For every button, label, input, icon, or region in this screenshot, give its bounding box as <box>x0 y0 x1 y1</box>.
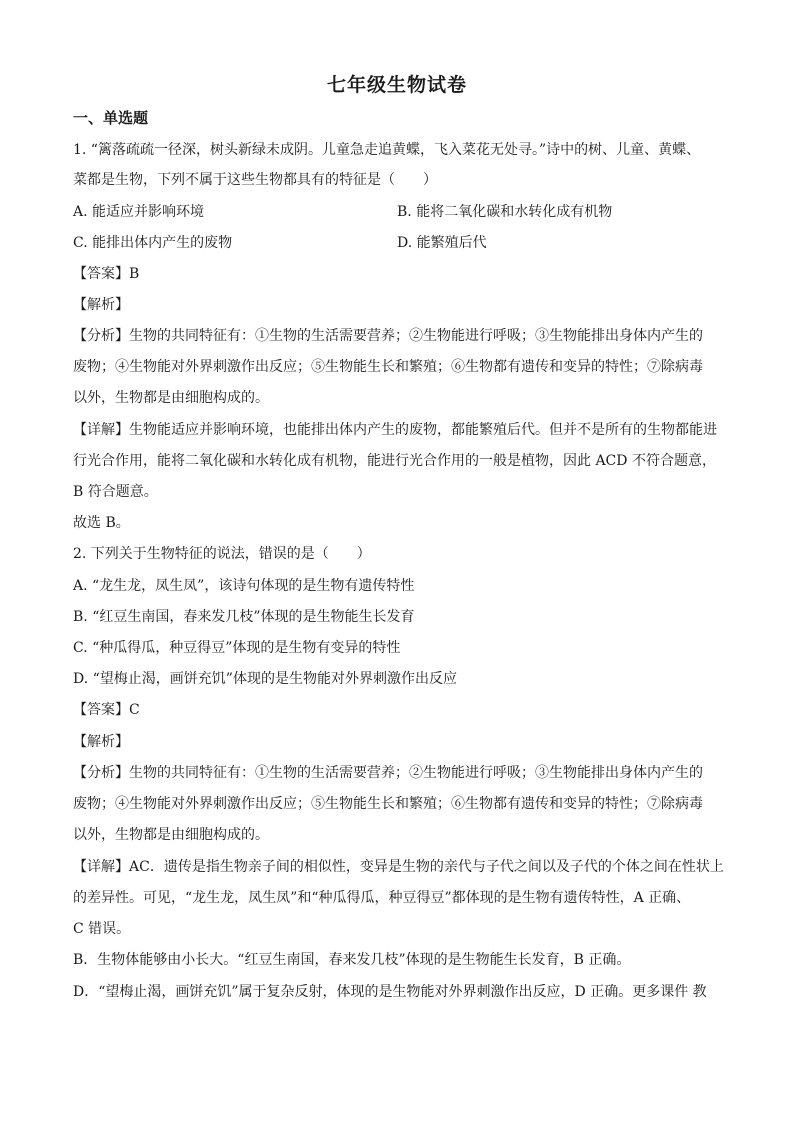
q2-option-a: A. “龙生龙，凤生凤”，该诗句体现的是生物有遗传特性 <box>73 578 415 594</box>
q2-fenxi-line2: 废物；④生物能对外界刺激作出反应；⑤生物能生长和繁殖；⑥生物都有遗传和变异的特性；⑦除病毒 <box>73 796 703 812</box>
q2-stem: 2. 下列关于生物特征的说法，错误的是（ ） <box>73 546 371 562</box>
q2-fenxi-line3: 以外，生物都是由细胞构成的。 <box>73 827 269 843</box>
q2-detail-line2: 的差异性。可见，“龙生龙，凤生凤”和“种瓜得瓜，种豆得豆”都体现的是生物有遗传特性，A 正确、 <box>73 890 691 906</box>
q2-detail-line1: 【详解】AC．遗传是指生物亲子间的相似性，变异是生物的亲代与子代之间以及子代的个体之间在性状上 <box>73 859 724 875</box>
q2-option-d: D. “望梅止渴，画饼充饥”体现的是生物能对外界刺激作出反应 <box>73 671 457 687</box>
q2-option-b: B. “红豆生南国，春来发几枝”体现的是生物能生长发育 <box>73 609 415 625</box>
q1-option-c: C. 能排出体内产生的废物 <box>73 235 233 251</box>
q2-option-c: C. “种瓜得瓜，种豆得豆”体现的是生物有变异的特性 <box>73 640 401 656</box>
q1-detail-line2: 行光合作用，能将二氧化碳和水转化成有机物，能进行光合作用的一般是植物，因此 ACD 不符合题意， <box>73 453 716 469</box>
q2-fenxi-line1: 【分析】生物的共同特征有：①生物的生活需要营养；②生物能进行呼吸；③生物能排出身体内产生的 <box>73 765 703 781</box>
q1-option-d: D. 能繁殖后代 <box>397 235 487 251</box>
q1-stem-line1: 1. “篱落疏疏一径深，树头新绿未成阴。儿童急走追黄蝶，飞入菜花无处寻。”诗中的树、儿童、黄蝶、 <box>73 142 701 158</box>
q1-answer: 【答案】B <box>73 266 140 282</box>
page-title: 七年级生物试卷 <box>326 74 467 96</box>
section-heading: 一、单选题 <box>73 109 149 127</box>
q2-answer: 【答案】C <box>73 702 140 718</box>
q1-option-b: B. 能将二氧化碳和水转化成有机物 <box>397 204 613 220</box>
q1-fenxi-line3: 以外，生物都是由细胞构成的。 <box>73 390 269 406</box>
q2-detail-line3: C 错误。 <box>73 921 131 937</box>
q1-detail-line1: 【详解】生物能适应并影响环境，也能排出体内产生的废物，都能繁殖后代。但并不是所有的生物都能进 <box>73 422 717 438</box>
q1-option-a: A. 能适应并影响环境 <box>73 204 205 220</box>
q1-analysis-label: 【解析】 <box>73 297 129 313</box>
q2-detail-line4: B．生物体能够由小长大。“红豆生南国，春来发几枝”体现的是生物能生长发育，B 正确。 <box>73 952 631 968</box>
q1-conclusion: 故选 B。 <box>73 515 130 531</box>
q1-stem-line2: 菜都是生物，下列不属于这些生物都具有的特征是（ ） <box>73 172 437 188</box>
q2-analysis-label: 【解析】 <box>73 734 129 750</box>
q1-detail-line3: B 符合题意。 <box>73 484 158 500</box>
q1-fenxi-line2: 废物；④生物能对外界刺激作出反应；⑤生物能生长和繁殖；⑥生物都有遗传和变异的特性；⑦除病毒 <box>73 359 703 375</box>
q2-detail-line5: D．“望梅止渴，画饼充饥”属于复杂反射，体现的是生物能对外界刺激作出反应，D 正确。更多课件 教 <box>73 984 707 1000</box>
q1-fenxi-line1: 【分析】生物的共同特征有：①生物的生活需要营养；②生物能进行呼吸；③生物能排出身体内产生的 <box>73 328 703 344</box>
